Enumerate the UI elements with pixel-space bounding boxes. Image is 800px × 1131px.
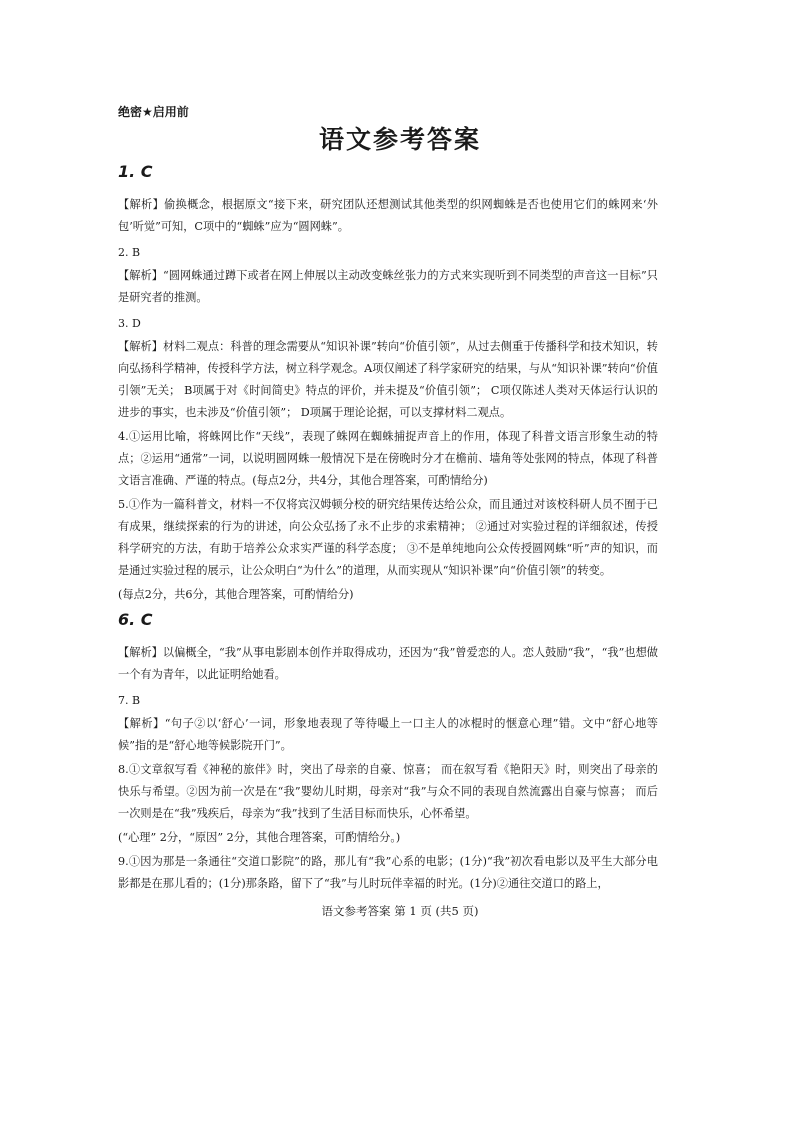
answer-paragraph: 【解析】材料二观点：科普的理念需要从“知识补课”转向“价值引领”，从过去侧重于传播科学和技术知识，转向弘扬科学精神，传授科学方法，树立科学观念。A项仅阐述了科学家研究的结果，与从“知识补课”转向“价值引领”无关； B项属于对《时间简史》特点的评价，并未提及“价值引领”； C项仅陈述人类对天体运行认识的进步的事实，也未涉及“价值引领”； D项属于理论论据，可以支撑材料二观点。	[118, 340, 658, 419]
question-number: 3. D	[118, 317, 141, 330]
answer-paragraph: 【解析】“圆网蛛通过蹲下或者在网上伸展以主动改变蛛丝张力的方式来实现听到不同类型的声音这一目标”只是研究者的推测。	[118, 269, 658, 304]
answer-paragraph: 【解析】“句子②以‘舒心’一词，形象地表现了等待嘬上一口主人的冰棍时的惬意心理”错。文中“舒心地等候”指的是“舒心地等候影院开门”。	[118, 717, 658, 752]
question-number: 6. C	[118, 610, 153, 629]
scoring-note: (“心理” 2分，“原因” 2分，其他合理答案，可酌情给分。)	[118, 831, 401, 844]
question-number: 2. B	[118, 246, 141, 259]
question-number: 1. C	[118, 162, 153, 181]
answer-paragraph: 5.①作为一篇科普文，材料一不仅将宾汉姆顿分校的研究结果传达给公众，而且通过对该校科研人员不囿于已有成果，继续探索的行为的讲述，向公众弘扬了永不止步的求索精神； ②通过对实验过程的详细叙述，传授科学研究的方法，有助于培养公众求实严谨的科学态度； ③不是单纯地向公众传授圆网蛛“听”声的知识，而是通过实验过程的展示，让公众明白“为什么”的道理，从而实现从“知识补课”向“价值引领”的转变。	[118, 498, 658, 577]
answer-paragraph: 8.①文章叙写看《神秘的旅伴》时，突出了母亲的自豪、惊喜； 而在叙写看《艳阳天》时，则突出了母亲的快乐与希望。②因为前一次是在“我”婴幼儿时期，母亲对“我”与众不同的表现自然流露出自豪与惊喜； 而后一次则是在“我”残疾后，母亲为“我”找到了生活目标而快乐，心怀希望。	[118, 763, 658, 820]
confidential-label: 绝密★启用前	[118, 105, 189, 119]
answer-paragraph: 【解析】偷换概念，根据原文“接下来，研究团队还想测试其他类型的织网蜘蛛是否也使用它们的蛛网来‘外包’听觉”可知，C项中的“蜘蛛”应为“圆网蛛”。	[118, 198, 658, 233]
answer-paragraph: 9.①因为那是一条通往“交道口影院”的路，那儿有“我”心系的电影；(1分)“我”初次看电影以及平生大部分电影都是在那儿看的；(1分)那条路，留下了“我”与儿时玩伴幸福的时光。(1分)②通往交道口的路上，	[118, 855, 658, 890]
page-title: 语文参考答案	[318, 125, 481, 154]
answer-content	[118, 158, 658, 897]
question-number: 7. B	[118, 694, 141, 707]
answer-paragraph: 【解析】以偏概全，“我”从事电影剧本创作并取得成功，还因为“我”曾爱恋的人。恋人鼓励“我”，“我”也想做一个有为青年，以此证明给她看。	[118, 646, 658, 681]
answer-paragraph: 4.①运用比喻，将蛛网比作“天线”，表现了蛛网在蜘蛛捕捉声音上的作用，体现了科普文语言形象生动的特点；②运用“通常”一词，以说明圆网蛛一般情况下是在傍晚时分才在檐前、墙角等处张网的特点，体现了科普文语言准确、严谨的特点。(每点2分，共4分，其他合理答案，可酌情给分)	[118, 430, 658, 487]
scoring-note: (每点2分，共6分，其他合理答案，可酌情给分)	[118, 588, 354, 601]
page-footer: 语文参考答案 第 1 页 (共5 页)	[321, 904, 479, 918]
